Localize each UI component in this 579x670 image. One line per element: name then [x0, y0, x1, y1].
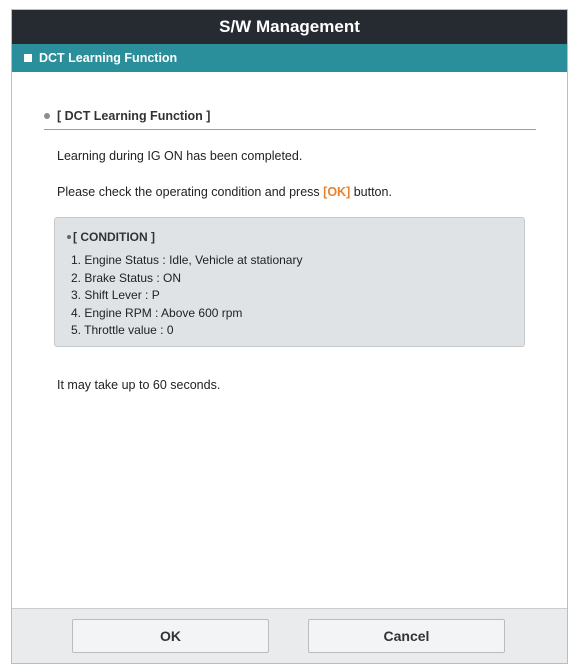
condition-box [54, 217, 525, 347]
wait-message: It may take up to 60 seconds. [57, 378, 221, 392]
condition-bullet-icon [67, 235, 71, 239]
completed-message: Learning during IG ON has been completed. [57, 149, 303, 163]
condition-item: 3. Shift Lever : P [71, 288, 160, 302]
dialog-footer [12, 608, 567, 663]
section-title-label: [ DCT Learning Function ] [57, 109, 211, 123]
dialog-content [12, 72, 567, 609]
square-bullet-icon [24, 54, 32, 62]
sw-management-dialog [11, 9, 568, 664]
check-message-suffix: button. [350, 185, 392, 199]
condition-item: 5. Throttle value : 0 [71, 323, 174, 337]
condition-title-label: [ CONDITION ] [73, 230, 155, 244]
condition-item: 4. Engine RPM : Above 600 rpm [71, 305, 243, 320]
dialog-title: S/W Management [12, 10, 567, 44]
section-title [44, 109, 536, 130]
ok-highlight-text: [OK] [323, 185, 351, 199]
condition-title [67, 230, 524, 244]
dot-bullet-icon [44, 113, 50, 119]
check-message-prefix: Please check the operating condition and press [57, 185, 324, 199]
cancel-button[interactable]: Cancel [308, 619, 505, 653]
function-header-label: DCT Learning Function [39, 51, 178, 65]
condition-item: 2. Brake Status : ON [71, 270, 182, 285]
condition-item: 1. Engine Status : Idle, Vehicle at stationary [71, 253, 303, 267]
check-message [57, 185, 392, 199]
ok-button[interactable]: OK [72, 619, 269, 653]
function-header [12, 44, 567, 72]
